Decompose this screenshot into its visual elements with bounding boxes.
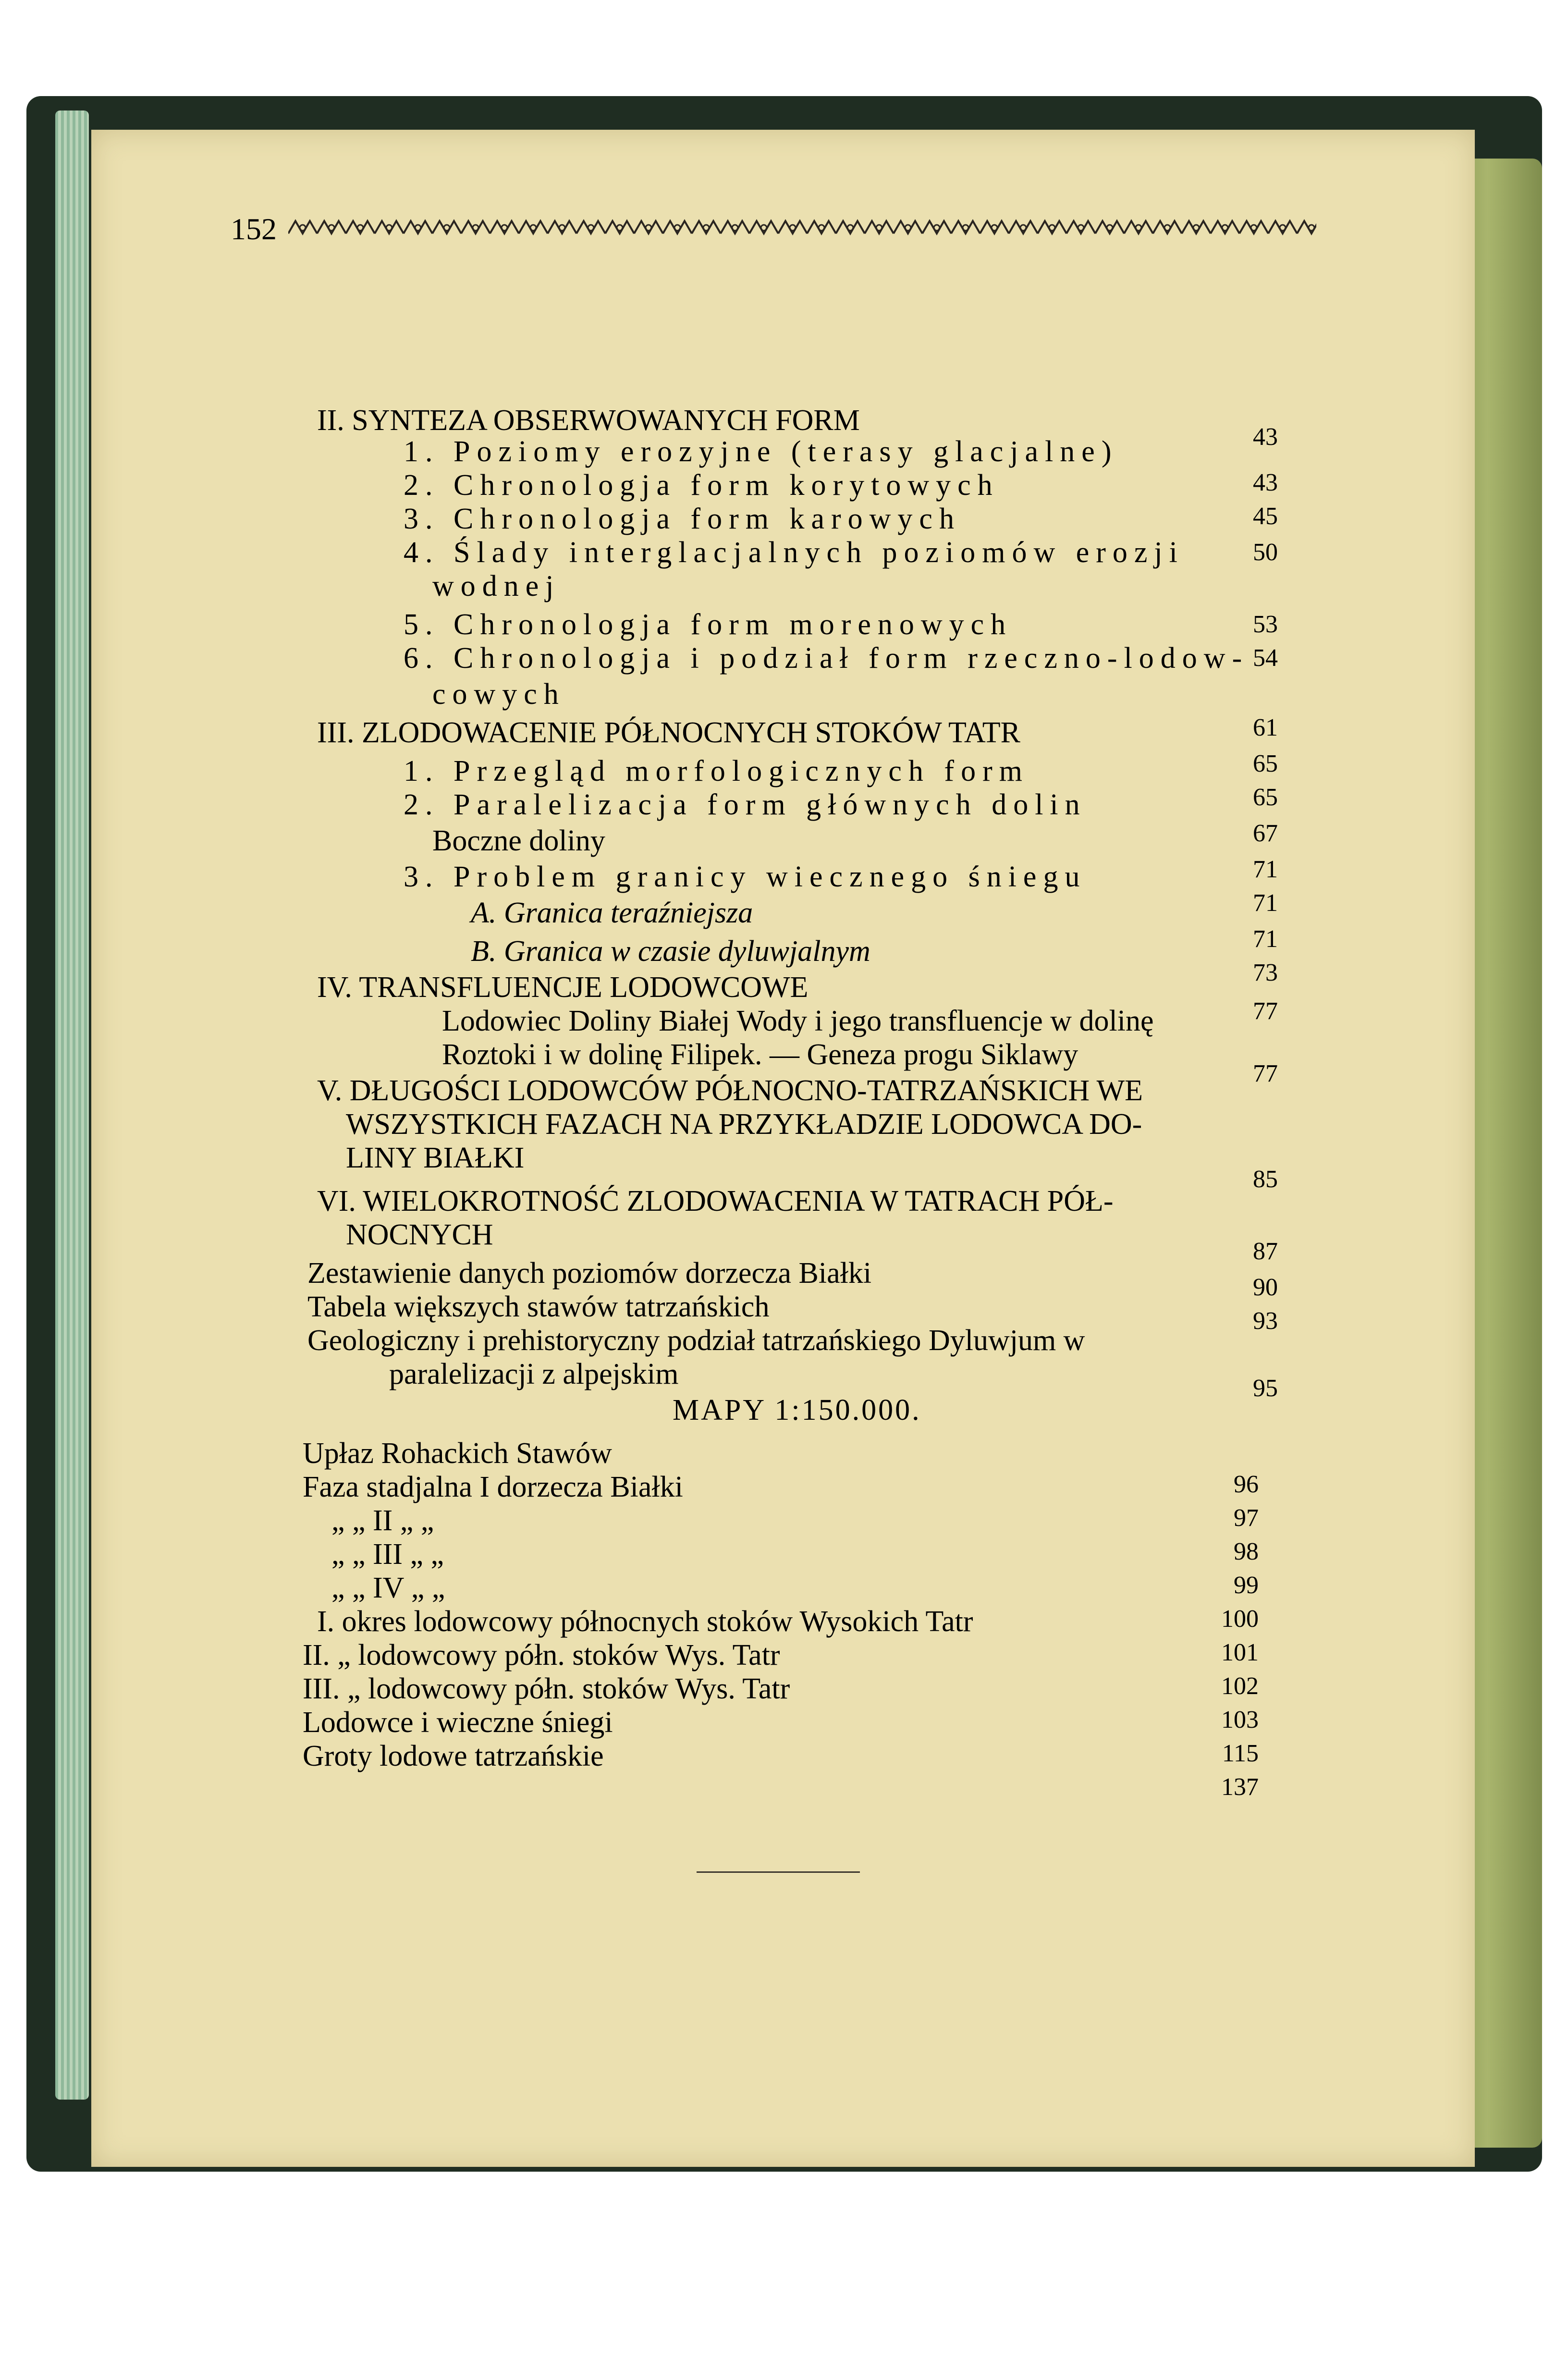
- toc-entry-page: 50: [1253, 539, 1278, 566]
- map-entry-text: „ „ IV „ „: [331, 1572, 445, 1604]
- toc-entry-text: Geologiczny i prehistoryczny podział tatrzańskiego Dyluwjum w: [307, 1324, 1085, 1357]
- toc-entry-page: 53: [1253, 611, 1278, 638]
- map-entry-page: 101: [1221, 1639, 1259, 1666]
- map-entry-text: II. „ lodowcowy półn. stoków Wys. Tatr: [303, 1639, 780, 1672]
- map-entry-text: I. okres lodowcowy północnych stoków Wysokich Tatr: [317, 1605, 973, 1638]
- toc-entry-page: 93: [1253, 1307, 1278, 1335]
- toc-entry-text: 5. Chronologja form morenowych: [404, 608, 1013, 641]
- toc-entry-text: Zestawienie danych poziomów dorzecza Białki: [307, 1257, 872, 1290]
- toc-entry-page: 43: [1253, 469, 1278, 496]
- toc-entry-text: 4. Ślady interglacjalnych poziomów erozji: [404, 536, 1184, 569]
- toc-entry-text: LINY BIAŁKI: [346, 1142, 525, 1174]
- toc-entry-text: NOCNYCH: [346, 1218, 493, 1251]
- toc-entry-page: 45: [1253, 503, 1278, 530]
- map-entry-text: Groty lodowe tatrzańskie: [303, 1740, 604, 1772]
- toc-entry-page: 54: [1253, 644, 1278, 672]
- toc-entry-text: Roztoki i w dolinę Filipek. — Geneza progu Siklawy: [442, 1038, 1078, 1071]
- page-header: [231, 211, 1321, 250]
- toc-entry-page: 61: [1253, 714, 1278, 741]
- map-entry-page: 100: [1221, 1605, 1259, 1633]
- page-edges: [55, 111, 89, 2100]
- toc-entry-text: 3. Problem granicy wiecznego śniegu: [404, 860, 1087, 893]
- toc-entry-text: 1. Przegląd morfologicznych form: [404, 755, 1029, 787]
- map-entry-page: 137: [1221, 1773, 1259, 1801]
- toc-entry-text: IV. TRANSFLUENCJE LODOWCOWE: [317, 971, 808, 1004]
- toc-entry-text: V. DŁUGOŚCI LODOWCÓW PÓŁNOCNO-TATRZAŃSKICH WE: [317, 1074, 1143, 1107]
- toc-entry-text: II. SYNTEZA OBSERWOWANYCH FORM: [317, 404, 860, 437]
- toc-entry-page: 71: [1253, 889, 1278, 917]
- toc-entry-page: 85: [1253, 1166, 1278, 1193]
- map-entry-text: „ „ II „ „: [331, 1504, 434, 1537]
- toc-entry-text: Boczne doliny: [432, 824, 605, 857]
- toc-entry-page: 43: [1253, 423, 1278, 451]
- closing-rule: [697, 1871, 860, 1873]
- toc-entry-text: wodnej: [432, 570, 561, 602]
- toc-entry-text: 1. Poziomy erozyjne (terasy glacjalne): [404, 435, 1118, 468]
- toc-entry-text: WSZYSTKICH FAZACH NA PRZYKŁADZIE LODOWCA DO-: [346, 1108, 1142, 1141]
- toc-entry-text: A. Granica teraźniejsza: [471, 897, 753, 929]
- toc-entry-text: III. ZLODOWACENIE PÓŁNOCNYCH STOKÓW TATR: [317, 716, 1021, 749]
- toc-entry-text: B. Granica w czasie dyluwjalnym: [471, 935, 870, 968]
- map-entry-page: 97: [1234, 1504, 1259, 1532]
- map-entry-page: 98: [1234, 1538, 1259, 1565]
- toc-entry-page: 67: [1253, 820, 1278, 847]
- map-entry-page: 103: [1221, 1706, 1259, 1733]
- toc-entry-page: 87: [1253, 1238, 1278, 1265]
- toc-entry-page: 77: [1253, 997, 1278, 1025]
- map-entry-text: III. „ lodowcowy półn. stoków Wys. Tatr: [303, 1672, 790, 1705]
- toc-entry-page: 77: [1253, 1060, 1278, 1087]
- toc-entry-text: 2. Chronologja form korytowych: [404, 469, 999, 502]
- maps-heading: MAPY 1:150.000.: [673, 1394, 921, 1426]
- toc-entry-text: 6. Chronologja i podział form rzeczno-lodow-: [404, 642, 1249, 675]
- toc-entry-text: Tabela większych stawów tatrzańskich: [307, 1291, 770, 1323]
- toc-entry-page: 90: [1253, 1274, 1278, 1301]
- page-number: 152: [231, 212, 277, 246]
- map-entry-page: 115: [1222, 1740, 1259, 1767]
- map-entry-page: 99: [1234, 1572, 1259, 1599]
- toc-entry-page: 65: [1253, 784, 1278, 811]
- toc-entry-page: 71: [1253, 925, 1278, 953]
- toc-entry-text: cowych: [432, 678, 565, 711]
- toc-entry-page: 65: [1253, 750, 1278, 777]
- map-entry-text: Upłaz Rohackich Stawów: [303, 1437, 612, 1470]
- toc-entry-text: VI. WIELOKROTNOŚĆ ZLODOWACENIA W TATRACH PÓŁ-: [317, 1185, 1114, 1217]
- toc-entry-text: 2. Paralelizacja form głównych dolin: [404, 788, 1087, 821]
- map-entry-page: 102: [1221, 1672, 1259, 1700]
- toc-entry-text: paralelizacji z alpejskim: [389, 1358, 679, 1390]
- toc-entry-page: 71: [1253, 856, 1278, 883]
- ornament-border: [288, 214, 1316, 241]
- map-entry-text: Faza stadjalna I dorzecza Białki: [303, 1471, 683, 1503]
- toc-entry-text: 3. Chronologja form karowych: [404, 503, 961, 535]
- toc-entry-page: 73: [1253, 959, 1278, 986]
- map-entry-text: Lodowce i wieczne śniegi: [303, 1706, 613, 1739]
- toc-entry-text: Lodowiec Doliny Białej Wody i jego transfluencje w dolinę: [442, 1005, 1154, 1037]
- map-entry-page: 96: [1234, 1471, 1259, 1498]
- toc-entry-page: 95: [1253, 1375, 1278, 1402]
- map-entry-text: „ „ III „ „: [331, 1538, 444, 1571]
